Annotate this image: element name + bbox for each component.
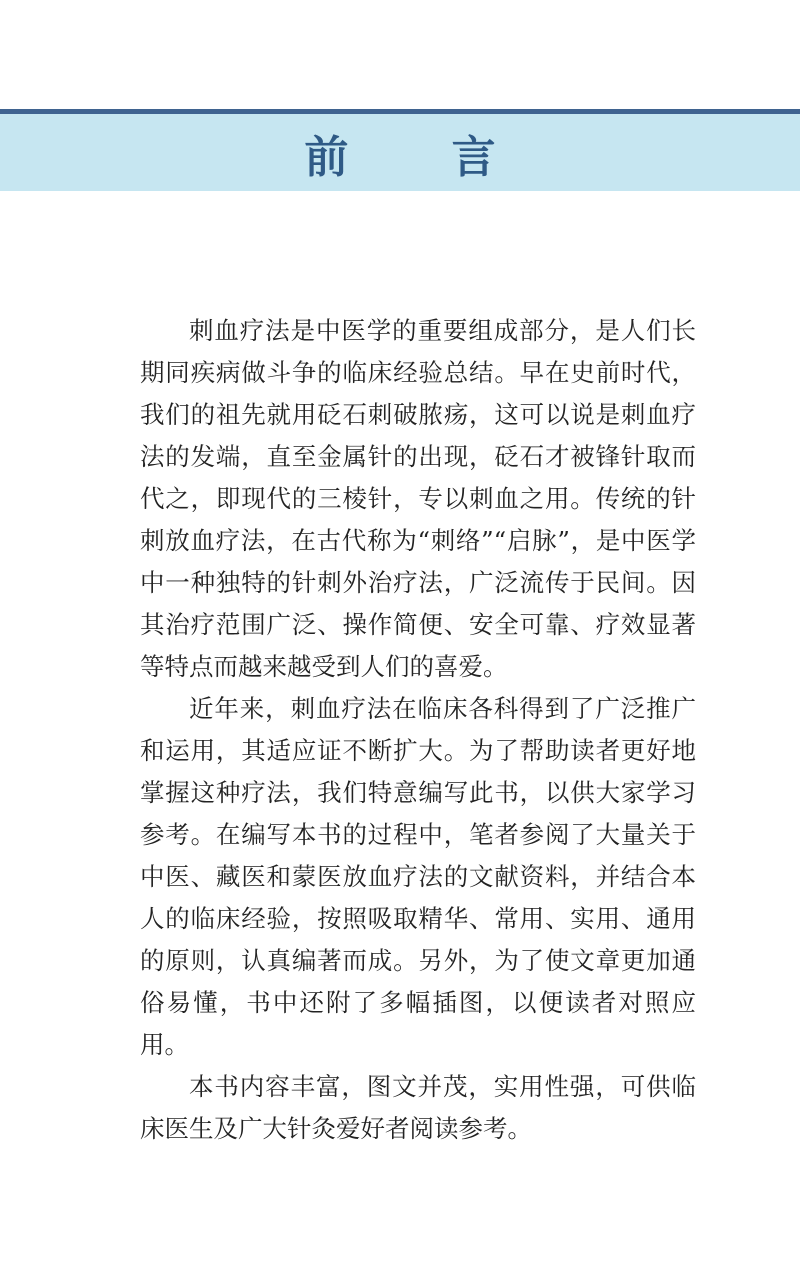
preface-body: [140, 310, 696, 1150]
title-band: [0, 114, 800, 191]
paragraph: 刺血疗法是中医学的重要组成部分，是人们长期同疾病做斗争的临床经验总结。早在史前时代，我们的祖先就用砭石刺破脓疡，这可以说是刺血疗法的发端，直至金属针的出现，砭石才被锋针取而代之，即现代的三棱针，专以刺血之用。传统的针刺放血疗法，在古代称为“刺络”“启脉”，是中医学中一种独特的针刺外治疗法，广泛流传于民间。因其治疗范围广泛、操作简便、安全可靠、疗效显著等特点而越来越受到人们的喜爱。: [140, 316, 696, 681]
page-title: 前 言: [304, 131, 540, 183]
paragraph: 本书内容丰富，图文并茂，实用性强，可供临床医生及广大针灸爱好者阅读参考。: [140, 1072, 696, 1143]
paragraph: 近年来，刺血疗法在临床各科得到了广泛推广和运用，其适应证不断扩大。为了帮助读者更好地掌握这种疗法，我们特意编写此书，以供大家学习参考。在编写本书的过程中，笔者参阅了大量关于中医、藏医和蒙医放血疗法的文献资料，并结合本人的临床经验，按照吸取精华、常用、实用、通用的原则，认真编著而成。另外，为了使文章更加通俗易懂，书中还附了多幅插图，以便读者对照应用。: [140, 694, 696, 1059]
